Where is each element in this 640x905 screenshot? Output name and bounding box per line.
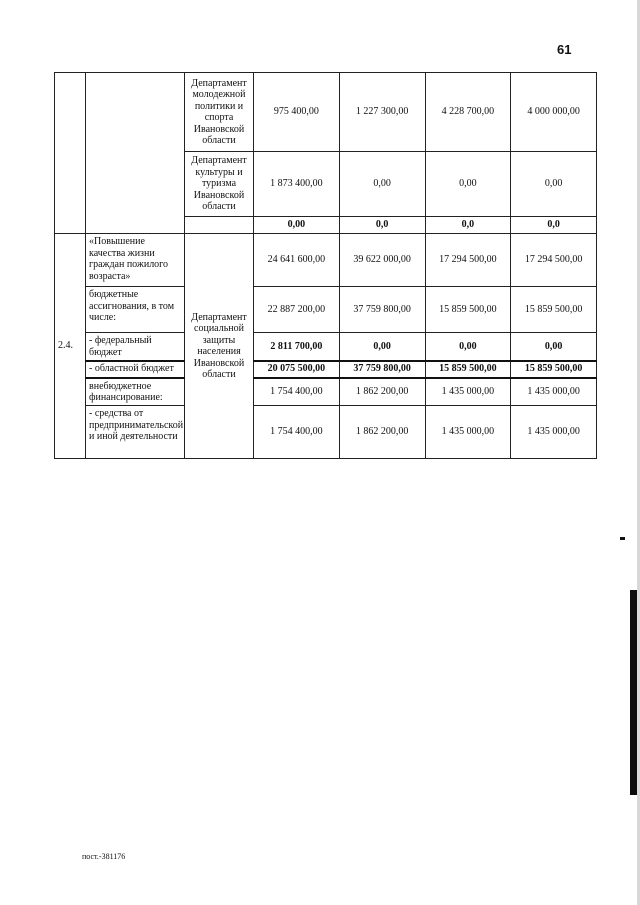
value-cell: 0,00 [425, 333, 511, 361]
value-cell: 0,0 [339, 217, 425, 234]
value-cell: 1 435 000,00 [425, 378, 511, 406]
value-cell: 22 887 200,00 [254, 287, 340, 333]
executor-cell: Департамент социальной защиты населения Ивановской области [185, 234, 254, 459]
value-cell: 0,00 [425, 152, 511, 217]
program-name-cell [86, 73, 185, 234]
value-cell: 15 859 500,00 [511, 361, 597, 378]
table-row [55, 361, 597, 378]
value-cell: 1 862 200,00 [339, 378, 425, 406]
page-number: 61 [557, 42, 572, 57]
value-cell: 1 754 400,00 [254, 378, 340, 406]
executor-cell [185, 217, 254, 234]
value-cell: 37 759 800,00 [339, 361, 425, 378]
value-cell: 17 294 500,00 [511, 234, 597, 287]
table-row [55, 73, 597, 152]
value-cell: 0,00 [339, 333, 425, 361]
value-cell: 15 859 500,00 [425, 287, 511, 333]
value-cell: 15 859 500,00 [511, 287, 597, 333]
program-name-cell: - федеральный бюджет [86, 333, 185, 361]
program-name-cell: внебюджетное финансирование: [86, 378, 185, 406]
value-cell: 0,00 [339, 152, 425, 217]
table-row [55, 378, 597, 406]
value-cell: 15 859 500,00 [425, 361, 511, 378]
program-name-cell: бюджетные ассигнования, в том числе: [86, 287, 185, 333]
document-footer: пост.-381176 [82, 852, 126, 861]
value-cell: 1 862 200,00 [339, 406, 425, 459]
program-name-cell: - средства от предпринимательской и иной деятельности [86, 406, 185, 459]
value-cell: 39 622 000,00 [339, 234, 425, 287]
scan-artifact-dot [620, 537, 625, 540]
row-number-cell: 2.4. [55, 234, 86, 459]
table-row [55, 287, 597, 333]
program-name-cell: - областной бюджет [86, 361, 185, 378]
value-cell: 24 641 600,00 [254, 234, 340, 287]
value-cell: 0,00 [511, 333, 597, 361]
executor-cell: Департамент культуры и туризма Ивановской области [185, 152, 254, 217]
value-cell: 17 294 500,00 [425, 234, 511, 287]
budget-table [54, 72, 597, 459]
value-cell: 4 000 000,00 [511, 73, 597, 152]
value-cell: 1 435 000,00 [511, 378, 597, 406]
value-cell: 37 759 800,00 [339, 287, 425, 333]
value-cell: 20 075 500,00 [254, 361, 340, 378]
executor-cell: Департамент молодежной политики и спорта Ивановской области [185, 73, 254, 152]
value-cell: 0,0 [511, 217, 597, 234]
value-cell: 1 873 400,00 [254, 152, 340, 217]
table-row [55, 333, 597, 361]
value-cell: 1 227 300,00 [339, 73, 425, 152]
value-cell: 0,0 [425, 217, 511, 234]
program-name-cell: «Повышение качества жизни граждан пожилого возраста» [86, 234, 185, 287]
table-row [55, 234, 597, 287]
value-cell: 975 400,00 [254, 73, 340, 152]
value-cell: 1 435 000,00 [425, 406, 511, 459]
value-cell: 1 754 400,00 [254, 406, 340, 459]
value-cell: 2 811 700,00 [254, 333, 340, 361]
value-cell: 0,00 [511, 152, 597, 217]
row-number-cell [55, 73, 86, 234]
value-cell: 4 228 700,00 [425, 73, 511, 152]
table-row [55, 406, 597, 459]
value-cell: 1 435 000,00 [511, 406, 597, 459]
value-cell: 0,00 [254, 217, 340, 234]
